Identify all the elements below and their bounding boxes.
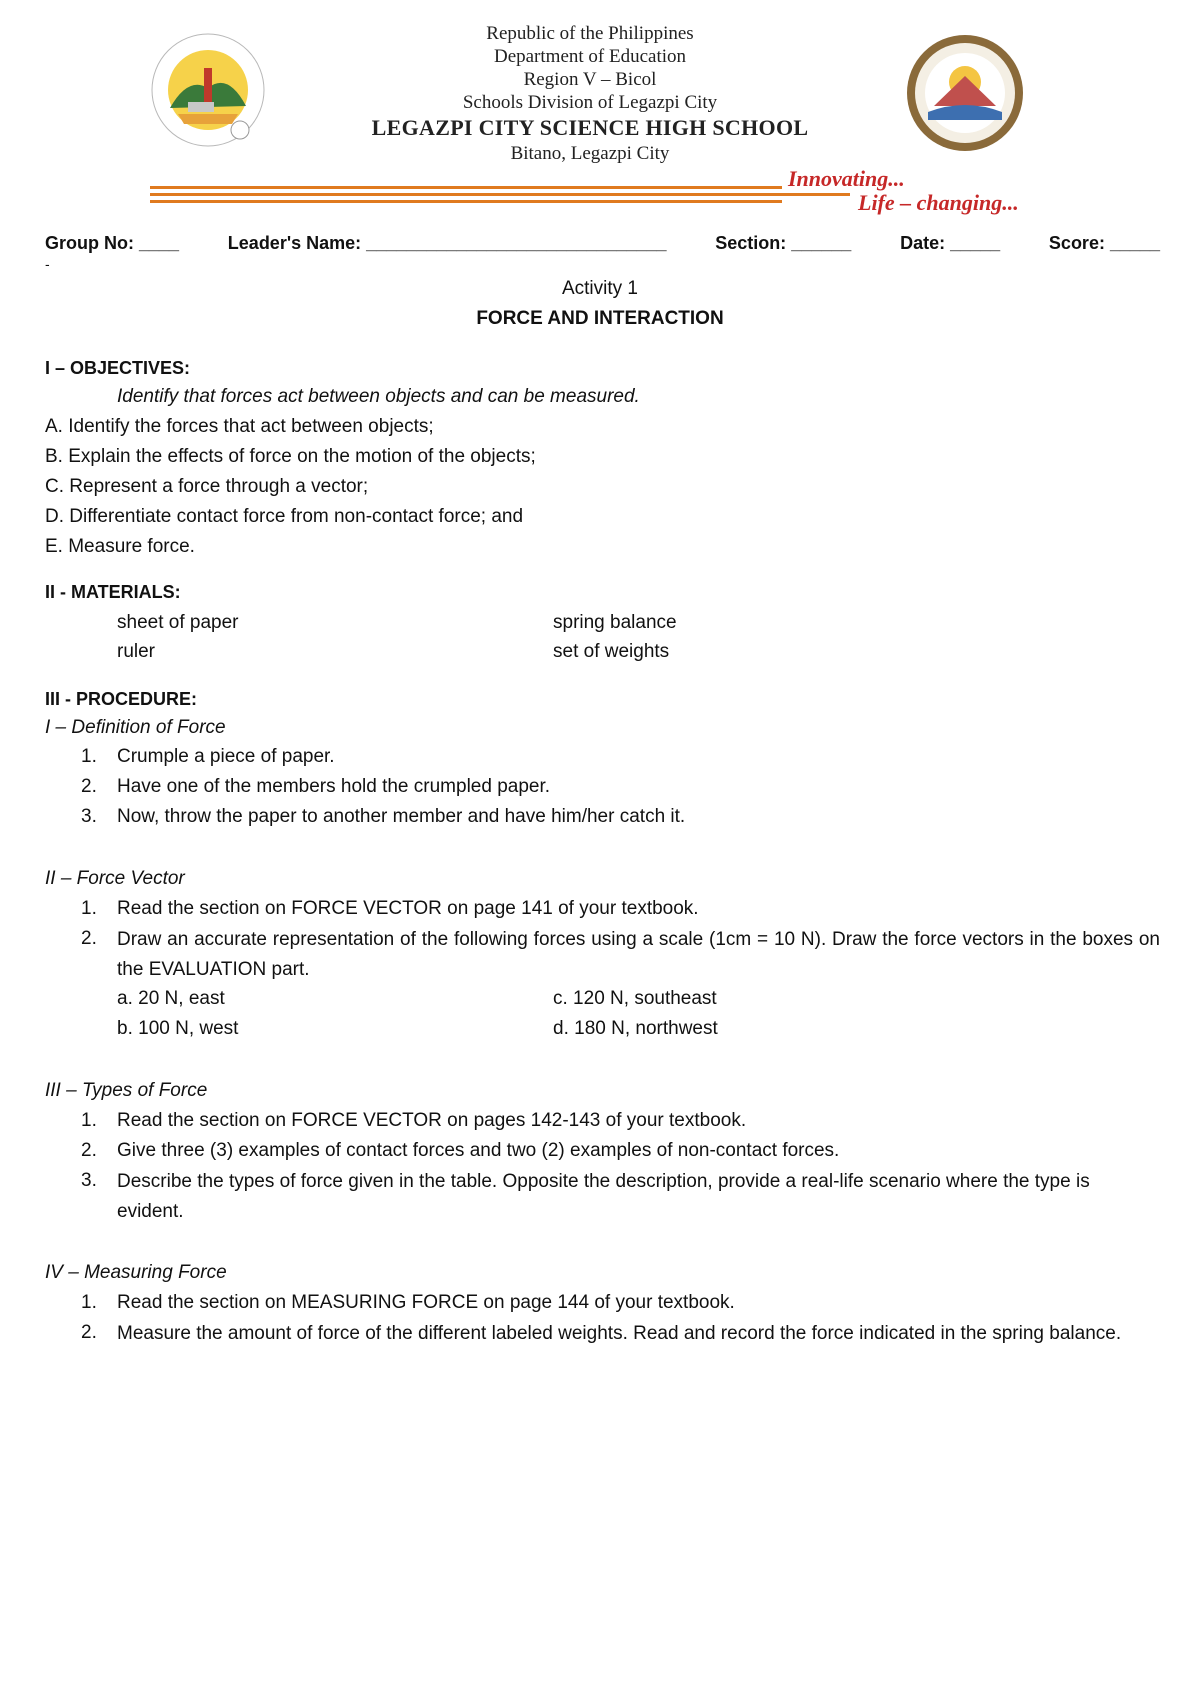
force-item: a. 20 N, east bbox=[117, 988, 225, 1009]
part4-step: Read the section on MEASURING FORCE on page 144 of your textbook. bbox=[117, 1292, 735, 1313]
date-field[interactable]: Date: _____ bbox=[900, 233, 1001, 253]
activity-title: FORCE AND INTERACTION bbox=[476, 308, 724, 329]
material-item: sheet of paper bbox=[117, 612, 239, 633]
part3-step: Describe the types of force given in the table. Opposite the description, provide a real-life scenario where the type is evident. bbox=[117, 1171, 1090, 1222]
step-number: 3. bbox=[81, 806, 97, 827]
school-header bbox=[330, 22, 850, 165]
part2-step: Read the section on FORCE VECTOR on page 141 of your textbook. bbox=[117, 898, 699, 919]
part3-title: III – Types of Force bbox=[45, 1080, 208, 1101]
objective-item: C. Represent a force through a vector; bbox=[45, 476, 369, 497]
step-number: 1. bbox=[81, 746, 97, 767]
header-school-name: LEGAZPI CITY SCIENCE HIGH SCHOOL bbox=[371, 115, 809, 140]
force-item: b. 100 N, west bbox=[117, 1018, 239, 1039]
part4-title: IV – Measuring Force bbox=[45, 1262, 227, 1283]
part4-step: Measure the amount of force of the different labeled weights. Read and record the force indicated in the spring balance. bbox=[117, 1323, 1122, 1344]
stray-dash: - bbox=[45, 256, 50, 272]
section-field[interactable]: Section: ______ bbox=[715, 233, 852, 253]
part1-step: Have one of the members hold the crumpled paper. bbox=[117, 776, 551, 797]
motto-line-2: Life – changing... bbox=[858, 190, 1019, 215]
header-divider-stripes bbox=[150, 182, 850, 208]
part1-step: Crumple a piece of paper. bbox=[117, 746, 335, 767]
objectives-intro: Identify that forces act between objects and can be measured. bbox=[117, 386, 640, 407]
school-seal-logo bbox=[904, 32, 1026, 154]
student-info-line bbox=[45, 233, 1160, 254]
objectives-heading: I – OBJECTIVES: bbox=[45, 358, 191, 378]
step-number: 2. bbox=[81, 1322, 97, 1343]
header-address: Bitano, Legazpi City bbox=[510, 143, 670, 164]
header-division: Schools Division of Legazpi City bbox=[462, 92, 718, 113]
activity-number: Activity 1 bbox=[561, 278, 639, 299]
part3-step: Read the section on FORCE VECTOR on pages 142-143 of your textbook. bbox=[117, 1110, 747, 1131]
material-item: spring balance bbox=[553, 612, 677, 633]
step-number: 2. bbox=[81, 928, 97, 949]
motto-line-1: Innovating... bbox=[788, 166, 905, 191]
material-item: set of weights bbox=[553, 641, 670, 662]
objective-item: B. Explain the effects of force on the motion of the objects; bbox=[45, 446, 536, 467]
material-item: ruler bbox=[117, 641, 156, 662]
score-field[interactable]: Score: _____ bbox=[1048, 233, 1160, 253]
materials-heading: II - MATERIALS: bbox=[45, 582, 181, 602]
part1-title: I – Definition of Force bbox=[45, 717, 226, 738]
header-department: Department of Education bbox=[493, 46, 687, 67]
part1-step: Now, throw the paper to another member and have him/her catch it. bbox=[117, 806, 686, 827]
objective-item: D. Differentiate contact force from non-contact force; and bbox=[45, 506, 524, 527]
procedure-heading: III - PROCEDURE: bbox=[45, 689, 198, 709]
part3-step: Give three (3) examples of contact forces and two (2) examples of non-contact forces. bbox=[117, 1140, 840, 1161]
leader-name-field[interactable]: Leader's Name: ______________________________ bbox=[227, 233, 667, 253]
header-republic: Republic of the Philippines bbox=[486, 23, 694, 44]
objective-item: A. Identify the forces that act between objects; bbox=[45, 416, 434, 437]
step-number: 3. bbox=[81, 1170, 97, 1191]
group-number-field[interactable]: Group No: ____ bbox=[45, 233, 180, 253]
step-number: 1. bbox=[81, 1292, 97, 1313]
step-number: 2. bbox=[81, 776, 97, 797]
header-region: Region V – Bicol bbox=[523, 69, 657, 90]
step-number: 2. bbox=[81, 1140, 97, 1161]
part2-title: II – Force Vector bbox=[45, 868, 185, 889]
objective-item: E. Measure force. bbox=[45, 536, 195, 557]
step-number: 1. bbox=[81, 898, 97, 919]
step-number: 1. bbox=[81, 1110, 97, 1131]
deped-division-seal-logo bbox=[148, 28, 268, 152]
part2-step: Draw an accurate representation of the following forces using a scale (1cm = 10 N). Draw the force vectors in the boxes on the EVALUATION part. bbox=[117, 929, 1160, 980]
force-item: d. 180 N, northwest bbox=[553, 1018, 718, 1039]
force-item: c. 120 N, southeast bbox=[553, 988, 717, 1009]
